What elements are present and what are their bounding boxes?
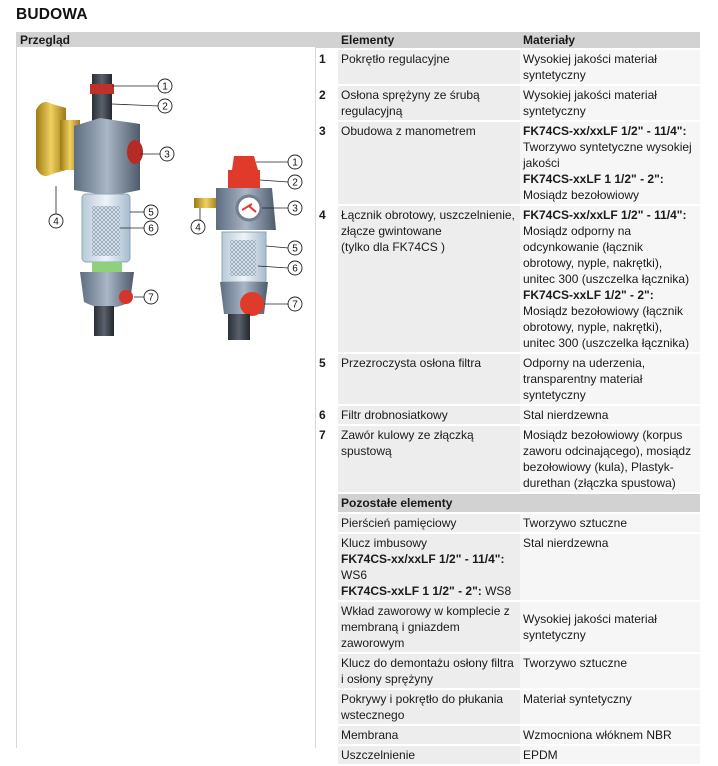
model-label: FK74CS-xx/xxLF 1/2" - 11/4":: [523, 208, 687, 222]
element-cell: [338, 205, 520, 353]
callout-5-large: 5: [148, 207, 154, 219]
page-title: BUDOWA: [16, 6, 88, 23]
callout-1-small: 1: [292, 157, 298, 169]
element-cell: Uszczelnienie: [338, 745, 520, 765]
element-note: (tylko dla FK74CS ): [341, 240, 446, 254]
material-cell: Wysokiej jakości materiał syntetyczny: [520, 49, 700, 85]
row-number: 4: [316, 205, 338, 353]
element-cell: Filtr drobnosiatkowy: [338, 405, 520, 425]
element-cell: [338, 533, 520, 601]
material-cell: Stal nierdzewna: [520, 405, 700, 425]
model-label: FK74CS-xxLF 1 1/2" - 2":: [523, 172, 664, 186]
overview-header: Przegląd: [16, 32, 316, 47]
row-number: 7: [316, 425, 338, 493]
brass-union-small: [194, 198, 218, 208]
element-cell: Obudowa z manometrem: [338, 121, 520, 205]
table-row: [316, 745, 700, 765]
element-text: Klucz imbusowy: [341, 536, 428, 550]
spring-cover-small: [228, 170, 260, 188]
model-label: FK74CS-xx/xxLF 1/2" - 11/4":: [341, 552, 505, 566]
row-number: 2: [316, 85, 338, 121]
callout-6-small: 6: [292, 263, 298, 275]
element-cell: Pokrywy i pokrętło do płukania wstecznego: [338, 689, 520, 725]
row-number: 5: [316, 353, 338, 405]
other-elements-header: Pozostałe elementy: [338, 493, 520, 513]
table-row: [316, 205, 700, 353]
table-row: [316, 725, 700, 745]
element-cell: Pierścień pamięciowy: [338, 513, 520, 533]
material-cell: Wysokiej jakości materiał syntetyczny: [520, 601, 700, 653]
element-cell: Membrana: [338, 725, 520, 745]
fine-filter-small: [230, 240, 256, 276]
table-row: [316, 653, 700, 689]
col-elements-header: Elementy: [338, 32, 520, 49]
table-row: [316, 425, 700, 493]
table-row: [316, 533, 700, 601]
row-number: 3: [316, 121, 338, 205]
callout-5-small: 5: [292, 243, 298, 255]
callout-4-large: 4: [53, 216, 59, 228]
callout-1-large: 1: [162, 81, 168, 93]
row-number: 6: [316, 405, 338, 425]
ball-valve-large: [119, 290, 133, 304]
small-filter: [194, 156, 276, 340]
callout-2-small: 2: [292, 177, 298, 189]
element-text: Łącznik obrotowy, uszczelnienie, złącze gwintowane: [341, 208, 515, 238]
material-cell: Materiał syntetyczny: [520, 689, 700, 725]
material-text: Tworzywo syntetyczne wysokiej jakości: [523, 140, 692, 170]
table-row: [316, 85, 700, 121]
table-row: [316, 405, 700, 425]
element-cell: Wkład zaworowy w komplecie z membraną i gniazdem zaworowym: [338, 601, 520, 653]
callout-7-large: 7: [148, 292, 154, 304]
material-cell: Odporny na uderzenia, transparentny materiał syntetyczny: [520, 353, 700, 405]
material-cell: Wzmocniona włóknem NBR: [520, 725, 700, 745]
callout-2-large: 2: [162, 101, 168, 113]
callout-6-large: 6: [148, 223, 154, 235]
table-row: [316, 49, 700, 85]
material-cell: Tworzywo sztuczne: [520, 513, 700, 533]
element-cell: Pokrętło regulacyjne: [338, 49, 520, 85]
table-row: [316, 601, 700, 653]
col-materials-header: Materiały: [520, 32, 700, 49]
table-header-row: [316, 32, 700, 49]
large-filter: [36, 74, 143, 336]
material-text: Mosiądz odporny na odcynkowanie (łącznik obrotowy, nyple, nakrętki), unitec 300 (uszczelka łącznika): [523, 224, 690, 286]
table-row: [316, 513, 700, 533]
table-row: [316, 121, 700, 205]
callout-4-small: 4: [195, 222, 201, 234]
callout-3-small: 3: [292, 203, 298, 215]
material-text: Mosiądz bezołowiowy: [523, 188, 640, 202]
material-cell: [520, 205, 700, 353]
material-cell: Stal nierdzewna: [520, 533, 700, 601]
material-cell: Wysokiej jakości materiał syntetyczny: [520, 85, 700, 121]
callout-3-large: 3: [164, 149, 170, 161]
material-text: Mosiądz bezołowiowy (łącznik obrotowy, nyple, nakrętki), unitec 300 (uszczelka łącznika): [523, 304, 690, 350]
element-cell: Osłona sprężyny ze śrubą regulacyjną: [338, 85, 520, 121]
model-label: FK74CS-xxLF 1/2" - 2":: [523, 288, 654, 302]
material-cell: EPDM: [520, 745, 700, 765]
element-cell: Klucz do demontażu osłony filtra i osłony sprężyny: [338, 653, 520, 689]
adjustment-knob-large: [92, 74, 112, 122]
element-value: WS8: [485, 584, 512, 598]
ball-valve-small: [240, 292, 264, 316]
callout-7-small: 7: [292, 299, 298, 311]
element-cell: Przezroczysta osłona filtra: [338, 353, 520, 405]
fine-filter-large: [92, 206, 120, 256]
table-row: [316, 353, 700, 405]
other-elements-header-row: [316, 493, 700, 513]
model-label: FK74CS-xxLF 1 1/2" - 2":: [341, 584, 482, 598]
element-cell: Zawór kulowy ze złączką spustową: [338, 425, 520, 493]
material-cell: [520, 121, 700, 205]
components-table: [316, 32, 700, 766]
table-row: [316, 689, 700, 725]
element-value: WS6: [341, 568, 368, 582]
adjustment-knob-small: [232, 156, 258, 170]
model-label: FK74CS-xx/xxLF 1/2" - 11/4":: [523, 124, 687, 138]
material-cell: Mosiądz bezołowiowy (korpus zaworu odcinającego), mosiądz bezołowiowy (kula), Plastyk-durethan (złączka spustowa): [520, 425, 700, 493]
row-number: 1: [316, 49, 338, 85]
spring-cover-large: [90, 84, 114, 94]
material-cell: Tworzywo sztuczne: [520, 653, 700, 689]
